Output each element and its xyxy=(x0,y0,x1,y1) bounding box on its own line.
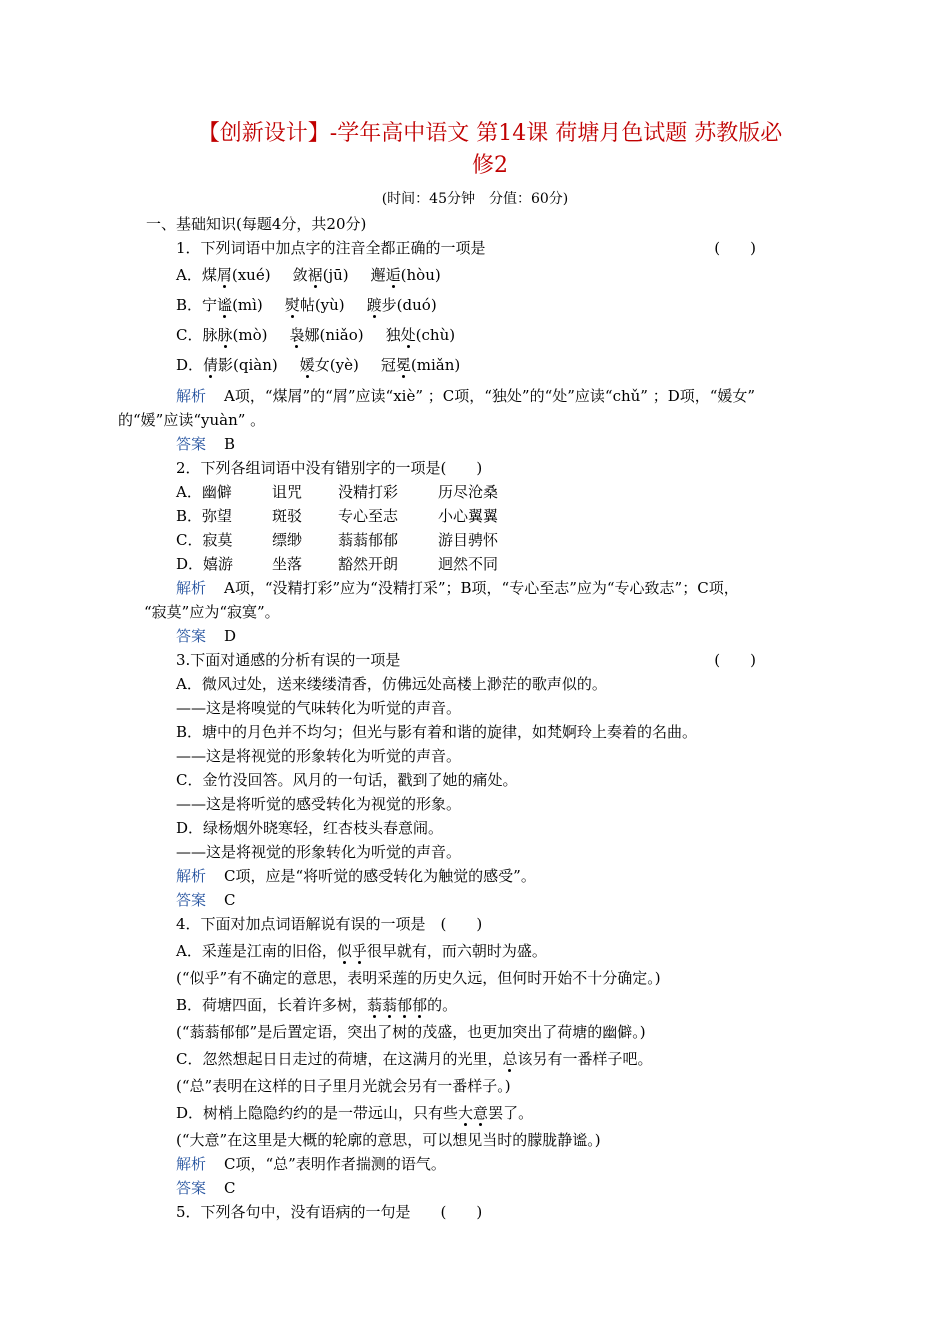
q3-line: ——这是将听觉的感受转化为视觉的形象。 xyxy=(176,795,462,813)
q3-line: ——这是将视觉的形象转化为听觉的声音。 xyxy=(176,843,462,861)
q1-option-c: C．脉脉(mò) 袅娜(niǎo) 独处(chù) xyxy=(176,326,456,344)
question-1-stem: 1．下列词语中加点字的注音全都正确的一项是 ( ) xyxy=(146,236,816,260)
q2-option-c: C．寂莫 缥缈 蓊蓊郁郁 游目骋怀 xyxy=(176,531,499,549)
q4-note-a: (“似乎”有不确定的意思，表明采莲的历史久远，但何时开始不十分确定。) xyxy=(176,969,661,987)
q3-line: ——这是将嗅觉的气味转化为听觉的声音。 xyxy=(176,699,462,717)
exam-content xyxy=(118,212,816,1224)
q3-line: D．绿杨烟外晓寒轻，红杏枝头春意闹。 xyxy=(176,819,444,837)
q1-analysis: 解析 A项，“煤屑”的“屑”应读“xiè” ；C项，“独处”的“处”应读“chǔ” ；D项，“媛女” xyxy=(176,387,756,405)
answer-blank: ( ) xyxy=(714,239,756,257)
answer-label: 答案 xyxy=(176,435,207,453)
question-5-stem: 5．下列各句中，没有语病的一句是 ( ) xyxy=(176,1203,483,1221)
q1-analysis-cont: 的“媛”应读“yuàn” 。 xyxy=(118,411,266,429)
q3-analysis: 解析 C项，应是“将听觉的感受转化为触觉的感受”。 xyxy=(176,867,536,885)
q4-option-b: B．荷塘四面，长着许多树，蓊蓊郁郁的。 xyxy=(176,996,458,1014)
q4-option-c: C．忽然想起日日走过的荷塘，在这满月的光里，总该另有一番样子吧。 xyxy=(176,1050,653,1068)
q4-note-c: (“总”表明在这样的日子里月光就会另有一番样子。) xyxy=(176,1077,511,1095)
q1-option-d: D．倩影(qiàn) 媛女(yè) 冠冕(miǎn) xyxy=(176,356,461,374)
q1-option-a: A．煤屑(xué) 敛裾(jū) 邂逅(hòu) xyxy=(176,266,441,284)
q3-answer: 答案 C xyxy=(176,891,236,909)
analysis-label: 解析 xyxy=(176,387,207,405)
title-line-1: 【创新设计】-学年高中语文 第14课 荷塘月色试题 苏教版必 xyxy=(197,121,783,146)
q4-note-d: (“大意”在这里是大概的轮廓的意思，可以想见当时的朦胧静谧。) xyxy=(176,1131,601,1149)
q2-analysis-cont: “寂莫”应为“寂寞”。 xyxy=(144,603,280,621)
q3-line: C．金竹没回答。风月的一句话，戳到了她的痛处。 xyxy=(176,771,518,789)
document-title xyxy=(150,118,830,182)
section-heading: 一、基础知识(每题4分，共20分) xyxy=(146,215,367,233)
q4-option-d: D．树梢上隐隐约约的是一带远山，只有些大意罢了。 xyxy=(176,1104,534,1122)
question-4-stem: 4．下面对加点词语解说有误的一项是 ( ) xyxy=(176,915,483,933)
q3-line: A．微风过处，送来缕缕清香，仿佛远处高楼上渺茫的歌声似的。 xyxy=(176,675,607,693)
q1-option-b: B．宁谧(mì) 熨帖(yù) 踱步(duó) xyxy=(176,296,437,314)
q4-option-a: A．采莲是江南的旧俗，似乎很早就有，而六朝时为盛。 xyxy=(176,942,547,960)
q2-analysis: 解析 A项，“没精打彩”应为“没精打采”；B项，“专心至志”应为“专心致志”；C项， xyxy=(176,579,739,597)
q4-answer: 答案 C xyxy=(176,1179,236,1197)
title-line-2: 修2 xyxy=(472,153,508,178)
question-3-stem: 3.下面对通感的分析有误的一项是 ( ) xyxy=(176,651,756,669)
q1-answer: 答案 B xyxy=(176,435,236,453)
q2-option-a: A．幽僻 诅咒 没精打彩 历尽沧桑 xyxy=(176,483,499,501)
q2-option-b: B．弥望 斑驳 专心至志 小心翼翼 xyxy=(176,507,499,525)
q3-line: ——这是将视觉的形象转化为听觉的声音。 xyxy=(176,747,462,765)
time-and-score: (时间：45分钟 分值：60分) xyxy=(381,191,569,207)
q2-option-d: D．嬉游 坐落 豁然开朗 迥然不同 xyxy=(176,555,499,573)
q4-note-b: (“蓊蓊郁郁”是后置定语，突出了树的茂盛，也更加突出了荷塘的幽僻。) xyxy=(176,1023,646,1041)
q3-line: B．塘中的月色并不均匀；但光与影有着和谐的旋律，如梵婀玲上奏着的名曲。 xyxy=(176,723,698,741)
question-2-stem: 2．下列各组词语中没有错别字的一项是( ) xyxy=(176,459,483,477)
q4-analysis: 解析 C项，“总”表明作者揣测的语气。 xyxy=(176,1155,446,1173)
q2-answer: 答案 D xyxy=(176,627,237,645)
